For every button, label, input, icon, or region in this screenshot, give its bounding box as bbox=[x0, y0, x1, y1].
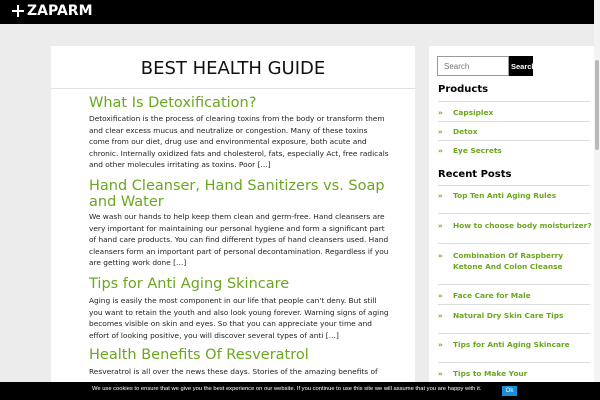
logo-text: ZAPARM bbox=[27, 3, 93, 19]
chevron-right-icon: » bbox=[438, 146, 443, 155]
recent-posts-heading: Recent Posts bbox=[438, 169, 512, 180]
item-divider bbox=[438, 243, 590, 244]
plus-icon bbox=[12, 5, 24, 17]
page-title: BEST HEALTH GUIDE bbox=[140, 58, 326, 79]
scrollbar-thumb[interactable] bbox=[595, 60, 599, 150]
post-excerpt: Aging is easily the most component in our life that people can't deny. But still you want to retain the youth and also look young forever. Warning signs of aging becomes visible on skin and eyes. So that you can appreciate your time and effort of looking positive, you will discover several types of anti […] bbox=[89, 296, 389, 340]
products-divider bbox=[438, 101, 590, 102]
item-divider bbox=[438, 284, 590, 285]
sidebar bbox=[429, 46, 600, 400]
chevron-right-icon: » bbox=[438, 291, 443, 300]
recent-post-link[interactable]: » How to choose body moisturizer? bbox=[438, 221, 592, 230]
top-bar bbox=[0, 0, 600, 24]
chevron-right-icon: » bbox=[438, 221, 443, 230]
chevron-right-icon: » bbox=[438, 340, 443, 349]
item-divider bbox=[438, 140, 590, 141]
cookie-banner bbox=[0, 382, 600, 400]
recent-divider bbox=[438, 185, 590, 186]
site-logo[interactable] bbox=[12, 3, 93, 19]
post-excerpt: Detoxification is the process of clearing toxins from the body or transform them and clear excess mucus and neutralize or congestion. Many of these toxins come from our diet, drug use and environmental exposure, both acute and chronic. Internally oxidized fats and cholesterol, fats, especially Act, free radicals and other molecules irritating as toxins. Poor […] bbox=[89, 114, 389, 169]
post-title-hand-cleanser[interactable]: Hand Cleanser, Hand Sanitizers vs. Soap and Water bbox=[89, 178, 385, 210]
recent-post-link[interactable]: » Combination Of Raspberry Ketone And Colon Cleanse bbox=[438, 251, 564, 271]
item-divider bbox=[438, 304, 590, 305]
recent-post-link[interactable]: » Natural Dry Skin Care Tips bbox=[438, 311, 564, 320]
post-title-anti-aging[interactable]: Tips for Anti Aging Skincare bbox=[89, 276, 290, 292]
recent-post-link[interactable]: » Tips to Make Your bbox=[438, 369, 528, 378]
chevron-right-icon: » bbox=[438, 311, 443, 320]
search-input[interactable] bbox=[437, 56, 509, 76]
chevron-right-icon: » bbox=[438, 191, 443, 200]
item-divider bbox=[438, 121, 590, 122]
recent-post-link[interactable]: » Face Care for Male bbox=[438, 291, 531, 300]
product-link-capsiplex[interactable]: » Capsiplex bbox=[438, 108, 494, 117]
chevron-right-icon: » bbox=[438, 127, 443, 136]
product-link-eye-secrets[interactable]: » Eye Secrets bbox=[438, 146, 502, 155]
recent-post-link[interactable]: » Top Ten Anti Aging Rules bbox=[438, 191, 557, 200]
post-title-detoxification[interactable]: What Is Detoxification? bbox=[89, 95, 257, 111]
search-button[interactable]: Search bbox=[509, 56, 533, 76]
item-divider bbox=[438, 213, 590, 214]
post-title-resveratrol[interactable]: Health Benefits Of Resveratrol bbox=[89, 347, 309, 363]
item-divider bbox=[438, 362, 590, 363]
chevron-right-icon: » bbox=[438, 251, 443, 260]
chevron-right-icon: » bbox=[438, 369, 443, 378]
product-link-detox[interactable]: » Detox bbox=[438, 127, 478, 136]
recent-post-link[interactable]: » Tips for Anti Aging Skincare bbox=[438, 340, 570, 349]
products-heading: Products bbox=[438, 84, 489, 95]
chevron-right-icon: » bbox=[438, 108, 443, 117]
item-divider bbox=[438, 333, 590, 334]
post-excerpt: Resveratrol is all over the news these days. Stories of the amazing benefits of bbox=[89, 367, 378, 376]
post-excerpt: We wash our hands to help keep them clean and germ-free. Hand cleansers are very important for maintaining our personal hygiene and form a significant part of hand care products. You can find different types of hand cleansers used. Hand cleansers form an important part of personal decontamination. Regardless if you are getting work done […] bbox=[89, 212, 389, 267]
title-divider bbox=[51, 88, 415, 89]
page-scrollbar[interactable] bbox=[594, 0, 600, 400]
main-content bbox=[51, 46, 415, 400]
cookie-notice-text: We use cookies to ensure that we give you the best experience on our website. If you continue to use this site we will assume that you are happy with it. bbox=[92, 386, 482, 392]
cookie-ok-button[interactable]: Ok bbox=[502, 386, 517, 396]
